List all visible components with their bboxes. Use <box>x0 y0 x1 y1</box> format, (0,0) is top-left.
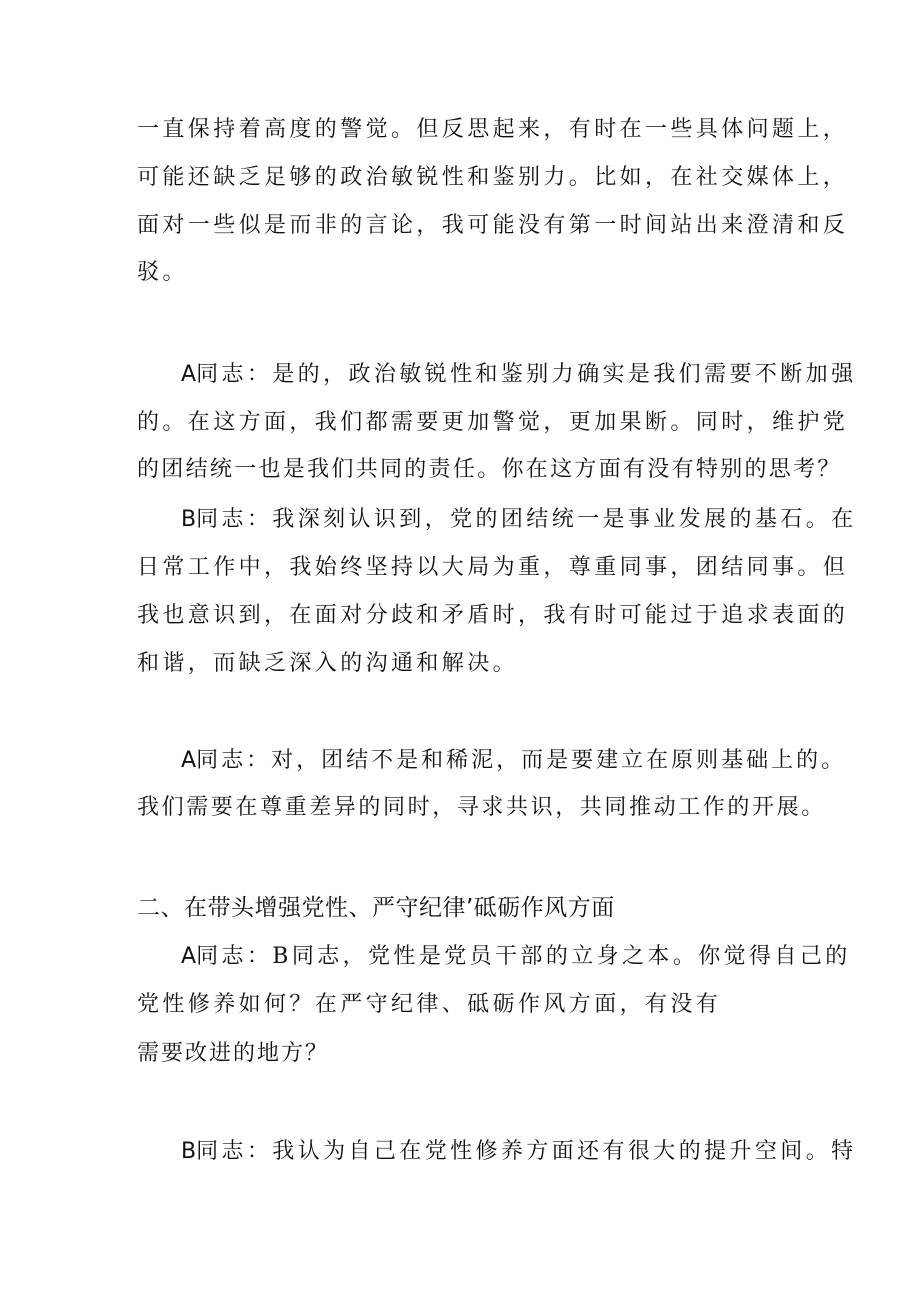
paragraph-line: 我们需要在尊重差异的同时，寻求共识，共同推动工作的开展。 <box>137 795 826 820</box>
paragraph-line: 我也意识到，在面对分歧和矛盾时，我有时可能过于追求表面的 <box>137 603 849 628</box>
paragraph-text: 同志：是的，政治敏锐性和鉴别力确实是我们需要不断加强 <box>196 362 857 387</box>
paragraph-line: 驳。 <box>137 260 188 285</box>
paragraph-line: 一直保持着高度的警觉。但反思起来，有时在一些具体问题上， <box>137 117 849 142</box>
speaker-label: B <box>181 507 197 532</box>
paragraph-line: 的团结统一也是我们共同的责任。你在这方面有没有特别的思考？ <box>137 457 842 482</box>
paragraph-text: 同志：B同志，党性是党员干部的立身之本。你觉得自己的 <box>196 944 851 969</box>
paragraph-line <box>181 1137 857 1167</box>
paragraph-line: 面对一些似是而非的言论，我可能没有第一时间站出来澄清和反 <box>137 213 849 238</box>
paragraph-text: 同志：我认为自己在党性修养方面还有很大的提升空间。特 <box>196 1139 857 1164</box>
paragraph-line: 需要改进的地方？ <box>137 1041 330 1066</box>
paragraph-line: 党性修养如何？在严守纪律、砥砺作风方面，有没有 <box>137 992 722 1017</box>
section-heading: 二、在带头增强党性、严守纪律’砥砺作风方面 <box>137 895 615 921</box>
paragraph-line <box>181 942 851 972</box>
paragraph-line <box>181 360 856 390</box>
paragraph-line: 日常工作中，我始终坚持以大局为重，尊重同事，团结同事。但 <box>137 555 849 580</box>
speaker-label: A <box>181 944 197 969</box>
paragraph-line: 和谐，而缺乏深入的沟通和解决。 <box>137 651 519 676</box>
speaker-label: A <box>181 362 197 387</box>
paragraph-text: 同志：对，团结不是和稀泥，而是要建立在原则基础上的。 <box>196 748 847 773</box>
paragraph-line: 可能还缺乏足够的政治敏锐性和鉴别力。比如，在社交媒体上， <box>137 165 849 190</box>
paragraph-line: 的。在这方面，我们都需要更加警觉，更加果断。同时，维护党 <box>137 410 849 435</box>
paragraph-line <box>181 746 846 776</box>
paragraph-text: 同志：我深刻认识到，党的团结统一是事业发展的基石。在 <box>196 507 857 532</box>
paragraph-line <box>181 505 857 535</box>
speaker-label: A <box>181 748 197 773</box>
speaker-label: B <box>181 1139 197 1164</box>
